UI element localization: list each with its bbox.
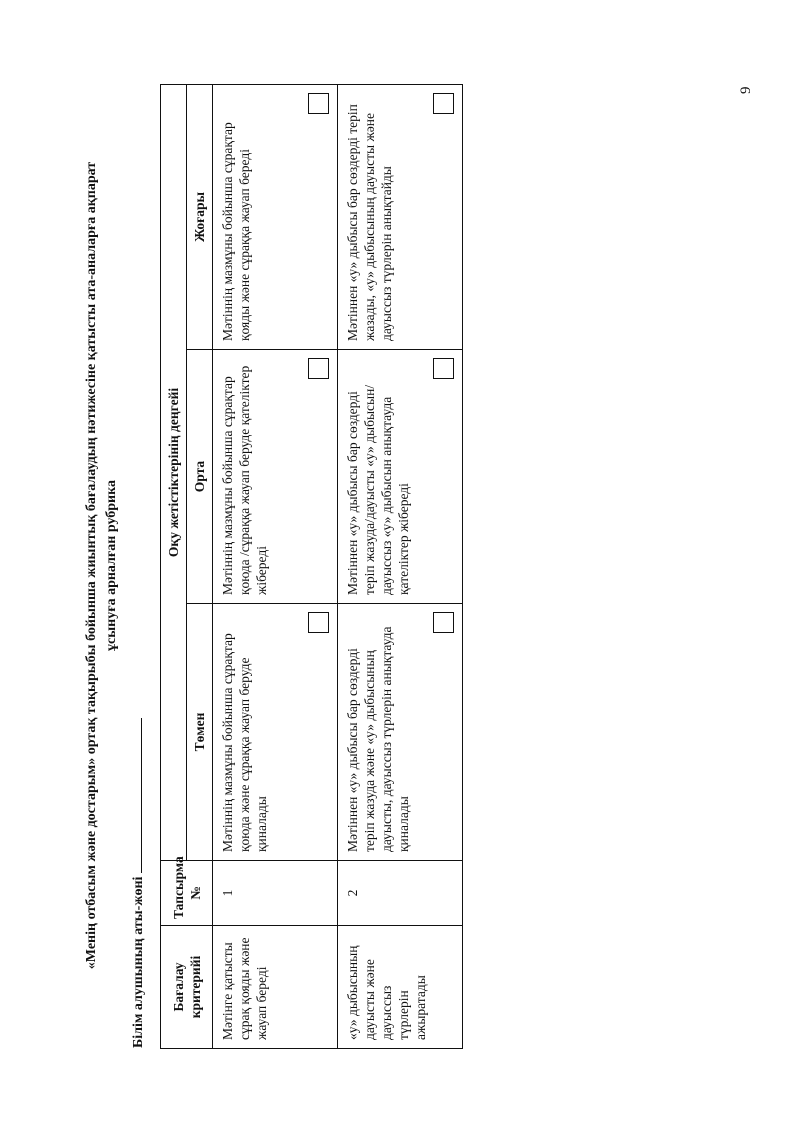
task-number-cell: 1 xyxy=(213,861,338,926)
header-achievement-levels: Оқу жетістіктерінің деңгейі xyxy=(161,84,187,860)
level-mid-text: Мәтіннен «у» дыбысы бар сөздерді теріп жазуда/дауысты «у» дыбысын/ дауыссыз «у» дыбысын анықтауда қателіктер жібереді xyxy=(345,384,411,595)
table-row xyxy=(338,84,463,1048)
rubric-table xyxy=(160,84,463,1049)
level-high-checkbox[interactable] xyxy=(433,93,454,114)
title-line-1: «Менің отбасым және достарым» ортақ тақырыбы бойынша жиынтық бағалаудың нәтижесіне қатысты ата-аналарға ақпарат xyxy=(84,161,99,970)
student-name-field xyxy=(127,718,147,1048)
level-mid-cell xyxy=(213,350,338,604)
header-low: Төмен xyxy=(187,604,213,861)
student-name-blank-line xyxy=(127,718,142,873)
header-row-1 xyxy=(161,84,187,1048)
level-high-text: Мәтіннің мазмұны бойынша сұрақтар қояды және сұраққа жауап береді xyxy=(220,122,252,341)
level-low-checkbox[interactable] xyxy=(433,612,454,633)
header-high: Жоғары xyxy=(187,84,213,349)
level-mid-checkbox[interactable] xyxy=(308,358,329,379)
header-mid: Орта xyxy=(187,350,213,604)
level-high-cell xyxy=(338,84,463,349)
level-high-cell xyxy=(213,84,338,349)
header-task-number: Тапсырма № xyxy=(161,861,213,926)
task-number-cell: 2 xyxy=(338,861,463,926)
level-low-checkbox[interactable] xyxy=(308,612,329,633)
student-name-label: Білім алушының аты-жөні xyxy=(131,876,146,1048)
level-low-text: Мәтіннен «у» дыбысы бар сөздерді теріп жазуда және «у» дыбысының дауысты, дауыссыз түрлерін анықтауда қиналады xyxy=(345,626,411,852)
level-low-cell xyxy=(338,604,463,861)
title-line-2: ұсынуға арналған рубрика xyxy=(104,480,119,651)
level-low-text: Мәтіннің мазмұны бойынша сұрақтар қоюда және сұраққа жауап беруде қиналады xyxy=(220,633,269,852)
page-title xyxy=(82,0,122,1131)
level-high-text: Мәтіннен «у» дыбысы бар сөздерді теріп жазады, «у» дыбысының дауысты және дауыссыз түрлерін анықтайды xyxy=(345,104,394,341)
level-mid-checkbox[interactable] xyxy=(433,358,454,379)
level-mid-text: Мәтіннің мазмұны бойынша сұрақтар қоюда /сұраққа жауап беруде қателіктер жібереді xyxy=(220,365,269,595)
page-number: 9 xyxy=(738,86,754,94)
level-mid-cell xyxy=(338,350,463,604)
criterion-cell: «у» дыбысының дауысты және дауыссыз түрлерін ажыратады xyxy=(338,926,463,1049)
level-low-cell xyxy=(213,604,338,861)
criterion-cell: Мәтінге қатысты сұрақ қояды және жауап береді xyxy=(213,926,338,1049)
table-row xyxy=(213,84,338,1048)
level-high-checkbox[interactable] xyxy=(308,93,329,114)
header-criteria: Бағалау критерийі xyxy=(161,926,213,1049)
